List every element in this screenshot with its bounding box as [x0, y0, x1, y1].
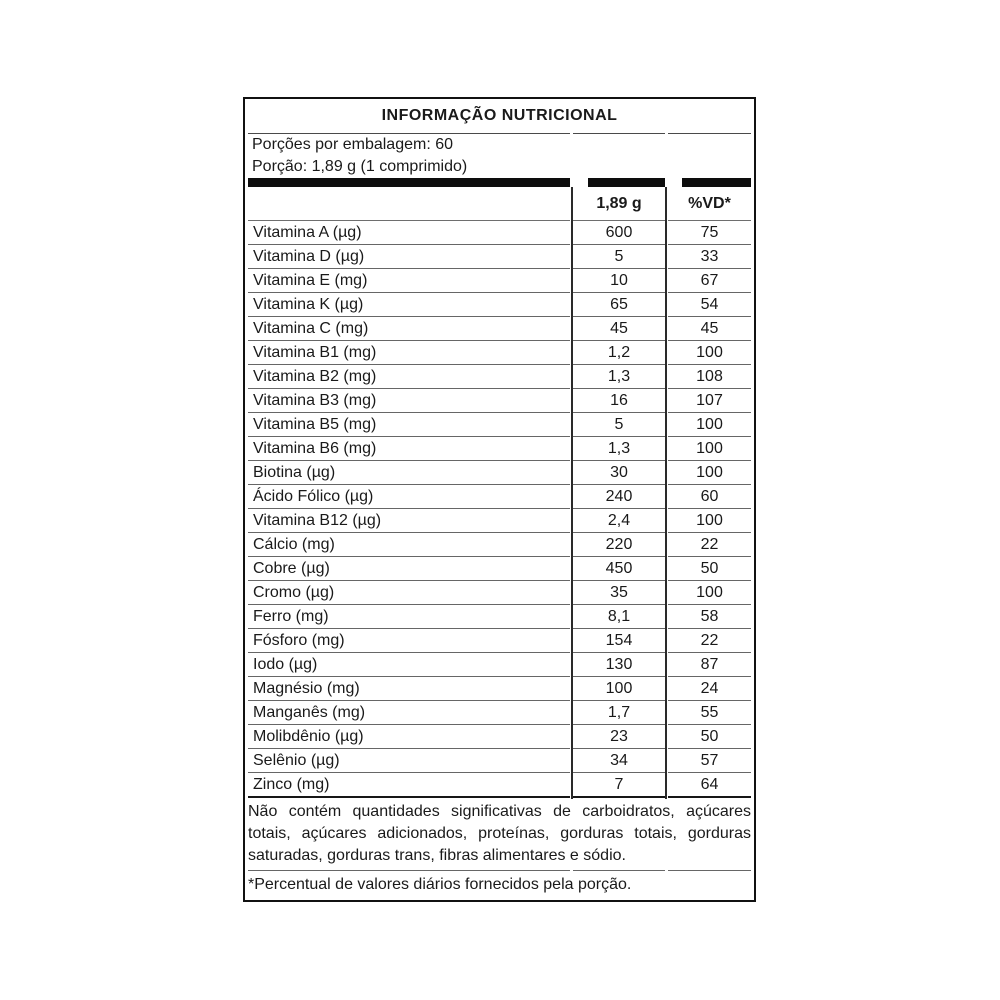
nutrient-amount: 1,7 — [573, 701, 665, 725]
nutrient-dv: 50 — [668, 557, 751, 581]
nutrient-name: Vitamina D (µg) — [248, 245, 570, 269]
nutrient-amount: 7 — [573, 773, 665, 798]
table-row — [248, 269, 751, 293]
nutrient-dv: 107 — [668, 389, 751, 413]
panel-title: INFORMAÇÃO NUTRICIONAL — [381, 107, 618, 124]
table-row — [248, 509, 751, 533]
table-row — [248, 773, 751, 798]
column-divider-line-2 — [665, 187, 667, 799]
table-row — [248, 293, 751, 317]
column-header-dv: %VD* — [668, 187, 751, 221]
thick-bar-gap-2 — [665, 178, 682, 187]
serving-info — [248, 134, 751, 178]
nutrient-name: Vitamina B1 (mg) — [248, 341, 570, 365]
nutrient-amount: 10 — [573, 269, 665, 293]
nutrient-dv: 33 — [668, 245, 751, 269]
table-row — [248, 245, 751, 269]
nutrient-dv: 100 — [668, 581, 751, 605]
nutrient-dv: 54 — [668, 293, 751, 317]
footnote-row — [248, 871, 751, 898]
nutrient-amount: 100 — [573, 677, 665, 701]
nutrient-amount: 130 — [573, 653, 665, 677]
nutrient-amount: 35 — [573, 581, 665, 605]
nutrient-dv: 24 — [668, 677, 751, 701]
nutrient-name: Vitamina B5 (mg) — [248, 413, 570, 437]
title-row — [248, 99, 751, 133]
table-row — [248, 485, 751, 509]
serving-info-row — [248, 134, 751, 178]
nutrient-name: Fósforo (mg) — [248, 629, 570, 653]
nutrient-name: Vitamina B12 (µg) — [248, 509, 570, 533]
daily-values-footnote: *Percentual de valores diários fornecidos pela porção. — [248, 876, 632, 893]
nutrient-amount: 34 — [573, 749, 665, 773]
table-row — [248, 533, 751, 557]
table-row — [248, 749, 751, 773]
nutrient-name: Vitamina B2 (mg) — [248, 365, 570, 389]
table-row — [248, 605, 751, 629]
nutrient-amount: 450 — [573, 557, 665, 581]
table-row — [248, 437, 751, 461]
servings-per-package: Porções por embalagem: 60 — [252, 136, 453, 153]
nutrient-amount: 5 — [573, 245, 665, 269]
table-row — [248, 653, 751, 677]
column-header-empty — [248, 187, 570, 221]
table-row — [248, 389, 751, 413]
nutrient-dv: 22 — [668, 629, 751, 653]
serving-size: Porção: 1,89 g (1 comprimido) — [252, 158, 468, 175]
nutrient-amount: 1,2 — [573, 341, 665, 365]
column-header-row — [248, 187, 751, 221]
nutrient-amount: 8,1 — [573, 605, 665, 629]
nutrient-amount: 30 — [573, 461, 665, 485]
nutrient-dv: 100 — [668, 413, 751, 437]
table-row — [248, 725, 751, 749]
nutrient-amount: 154 — [573, 629, 665, 653]
nutrient-name: Ácido Fólico (µg) — [248, 485, 570, 509]
nutrient-dv: 87 — [668, 653, 751, 677]
nutrient-dv: 100 — [668, 437, 751, 461]
column-header-amount: 1,89 g — [573, 187, 665, 221]
nutrient-name: Selênio (µg) — [248, 749, 570, 773]
nutrient-amount: 1,3 — [573, 365, 665, 389]
table-row — [248, 413, 751, 437]
nutrient-name: Vitamina B6 (mg) — [248, 437, 570, 461]
table-row — [248, 221, 751, 245]
nutrient-name: Cobre (µg) — [248, 557, 570, 581]
nutrient-dv: 100 — [668, 461, 751, 485]
nutrient-amount: 16 — [573, 389, 665, 413]
table-row — [248, 461, 751, 485]
nutrient-name: Cálcio (mg) — [248, 533, 570, 557]
nutrient-name: Manganês (mg) — [248, 701, 570, 725]
table-row — [248, 341, 751, 365]
nutrient-dv: 108 — [668, 365, 751, 389]
nutrient-name: Vitamina E (mg) — [248, 269, 570, 293]
nutrient-name: Vitamina C (mg) — [248, 317, 570, 341]
nutrient-name: Zinco (mg) — [248, 773, 570, 798]
nutrient-amount: 240 — [573, 485, 665, 509]
nutrient-dv: 58 — [668, 605, 751, 629]
nutrient-dv: 100 — [668, 341, 751, 365]
column-divider-line-1 — [571, 187, 573, 799]
nutrient-amount: 45 — [573, 317, 665, 341]
nutrient-dv: 55 — [668, 701, 751, 725]
nutrient-dv: 22 — [668, 533, 751, 557]
nutrient-dv: 45 — [668, 317, 751, 341]
table-row — [248, 581, 751, 605]
table-row — [248, 701, 751, 725]
note-row — [248, 798, 751, 870]
nutrient-name: Molibdênio (µg) — [248, 725, 570, 749]
nutrient-name: Cromo (µg) — [248, 581, 570, 605]
nutrient-amount: 65 — [573, 293, 665, 317]
nutrient-name: Vitamina B3 (mg) — [248, 389, 570, 413]
nutrient-amount: 2,4 — [573, 509, 665, 533]
nutrient-dv: 60 — [668, 485, 751, 509]
nutrient-amount: 600 — [573, 221, 665, 245]
nutrient-name: Vitamina A (µg) — [248, 221, 570, 245]
nutrition-facts-panel — [243, 97, 756, 902]
table-row — [248, 365, 751, 389]
no-significant-amounts-note: Não contém quantidades significativas de carboidratos, açúcares totais, açúcares adicionados, proteínas, gorduras totais, gorduras saturadas, gorduras trans, fibras alimentares e sódio. — [248, 803, 751, 864]
nutrient-name: Ferro (mg) — [248, 605, 570, 629]
nutrient-dv: 100 — [668, 509, 751, 533]
nutrient-dv: 57 — [668, 749, 751, 773]
table-row — [248, 677, 751, 701]
nutrient-amount: 5 — [573, 413, 665, 437]
nutrient-amount: 23 — [573, 725, 665, 749]
nutrient-name: Biotina (µg) — [248, 461, 570, 485]
table-row — [248, 629, 751, 653]
nutrient-amount: 1,3 — [573, 437, 665, 461]
nutrient-name: Vitamina K (µg) — [248, 293, 570, 317]
table-row — [248, 557, 751, 581]
nutrient-dv: 50 — [668, 725, 751, 749]
nutrient-dv: 64 — [668, 773, 751, 798]
nutrition-table — [245, 99, 754, 898]
nutrient-dv: 67 — [668, 269, 751, 293]
nutrient-name: Iodo (µg) — [248, 653, 570, 677]
table-row — [248, 317, 751, 341]
nutrient-dv: 75 — [668, 221, 751, 245]
nutrient-name: Magnésio (mg) — [248, 677, 570, 701]
thick-bar-gap-1 — [571, 178, 588, 187]
nutrient-amount: 220 — [573, 533, 665, 557]
